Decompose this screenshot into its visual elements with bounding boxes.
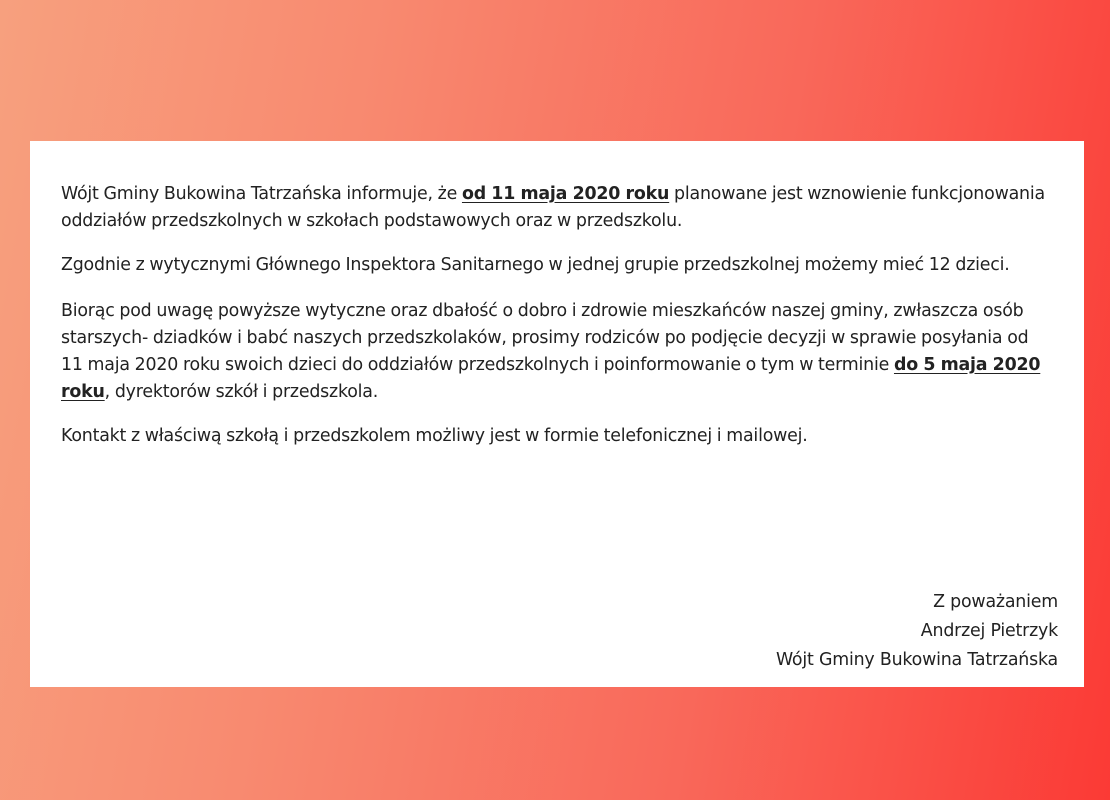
notice-paragraph-1	[61, 181, 1054, 235]
signature-name: Andrzej Pietrzyk	[920, 621, 1058, 641]
deadline-date-highlight: do 5 maja 2020 roku	[61, 355, 1041, 402]
notice-paragraph-2: Zgodnie z wytycznymi Głównego Inspektora Sanitarnego w jednej grupie przedszkolnej możemy mieć 12 dzieci.	[61, 255, 1010, 275]
notice-body	[61, 181, 1054, 450]
paragraph-3-intro: Biorąc pod uwagę powyższe wytyczne oraz dbałość o dobro i zdrowie mieszkańców naszej gminy, zwłaszcza osób starszych- dziadków i babć naszych przedszkolaków, prosimy rodziców po podjęcie decyzji w sprawie posyłania od 11 maja 2020 roku swoich dzieci do oddziałów przedszkolnych i poinformowanie o tym w terminie	[61, 301, 1029, 375]
paragraph-1-rest: planowane jest wznowienie funkcjonowania oddziałów przedszkolnych w szkołach podstawowych oraz w przedszkolu.	[61, 184, 1045, 231]
start-date-highlight: od 11 maja 2020 roku	[461, 184, 670, 204]
signature-closing: Z poważaniem	[933, 592, 1058, 612]
notice-card	[30, 141, 1084, 687]
signature-title: Wójt Gminy Bukowina Tatrzańska	[775, 650, 1058, 670]
paragraph-3-rest: , dyrektorów szkół i przedszkola.	[104, 382, 379, 402]
paragraph-1-intro: Wójt Gminy Bukowina Tatrzańska informuje, że	[61, 184, 462, 204]
notice-paragraph-4: Kontakt z właściwą szkołą i przedszkolem możliwy jest w formie telefonicznej i mailowej.	[61, 426, 808, 446]
notice-paragraph-3	[61, 298, 1054, 406]
signature-block	[776, 588, 1058, 675]
